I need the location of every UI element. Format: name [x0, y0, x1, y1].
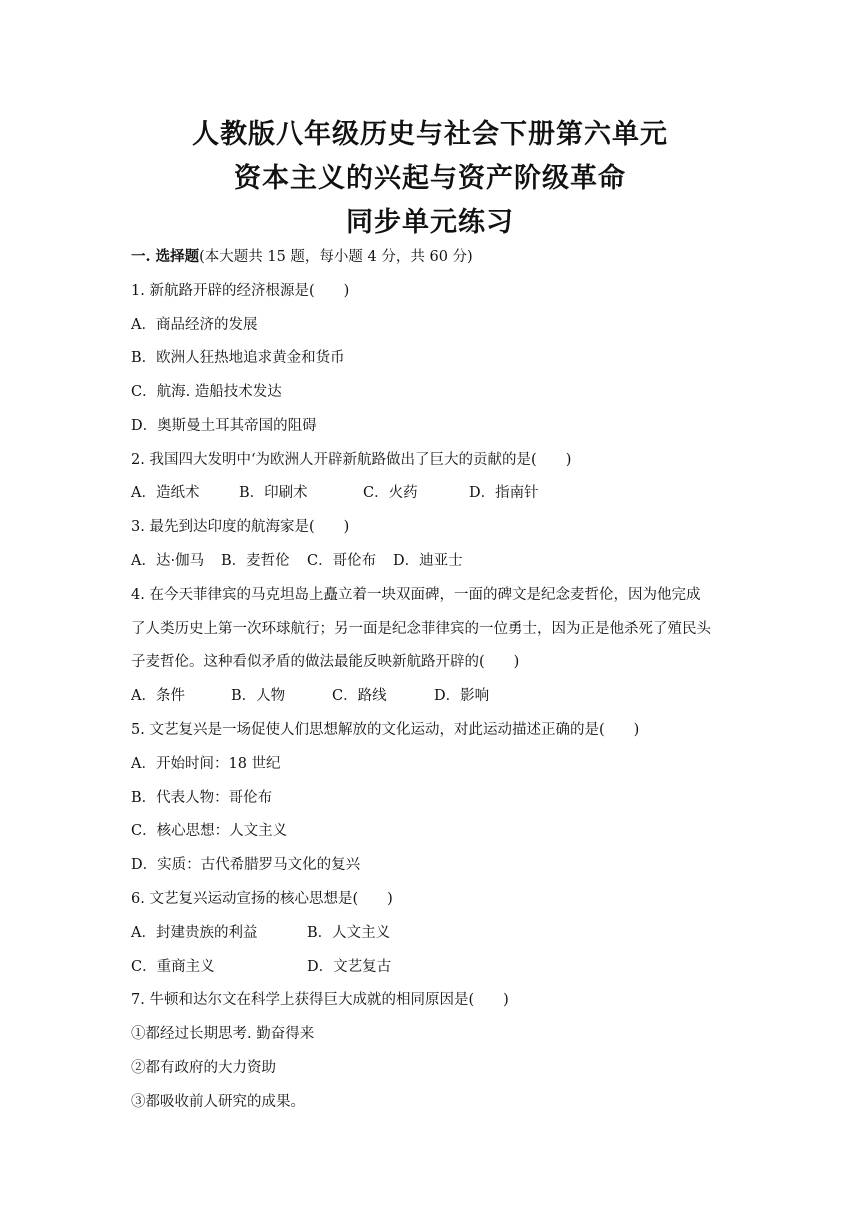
question-5-option-b: B．代表人物：哥伦布 [131, 790, 273, 806]
question-4-option-b: B．人物 [231, 688, 286, 704]
question-2-option-b: B．印刷术 [239, 485, 308, 501]
section-heading-note: (本大题共 15 题，每小题 4 分，共 60 分) [199, 249, 473, 265]
question-7-statement-2: ②都有政府的大力资助 [131, 1060, 276, 1076]
question-2-option-c: C．火药 [363, 485, 418, 501]
title-line-3: 同步单元练习 [346, 207, 514, 238]
question-1-option-d: D．奥斯曼土耳其帝国的阻碍 [131, 418, 317, 434]
question-4-option-c: C．路线 [332, 688, 387, 704]
question-1-option-b: B．欧洲人狂热地追求黄金和货币 [131, 350, 345, 366]
question-4-stem-line-1: 4. 在今天菲律宾的马克坦岛上矗立着一块双面碑，一面的碑文是纪念麦哲伦，因为他完成 [131, 587, 701, 603]
title-line-2: 资本主义的兴起与资产阶级革命 [234, 163, 626, 194]
question-2-option-d: D．指南针 [469, 485, 539, 501]
question-3-option-c: C．哥伦布 [307, 553, 377, 569]
question-6-option-d: D．文艺复古 [307, 959, 392, 975]
question-6-option-a: A．封建贵族的利益 [131, 925, 258, 941]
question-4-stem-line-2: 了人类历史上第一次环球航行；另一面是纪念菲律宾的一位勇士，因为正是他杀死了殖民头 [131, 621, 711, 637]
section-heading-label: 一. 选择题 [131, 248, 200, 265]
question-1-stem: 1. 新航路开辟的经济根源是( ) [131, 283, 350, 299]
question-4-option-a: A．条件 [131, 688, 185, 704]
question-2-stem: 2. 我国四大发明中‘为欧洲人开辟新航路做出了巨大的贡献的是( ) [131, 452, 572, 468]
question-5-option-a: A．开始时间：18 世纪 [131, 756, 281, 772]
question-5-option-d: D．实质：古代希腊罗马文化的复兴 [131, 857, 361, 873]
question-1-option-c: C．航海. 造船技术发达 [131, 384, 282, 400]
question-7-stem: 7. 牛顿和达尔文在科学上获得巨大成就的相同原因是( ) [131, 992, 509, 1008]
question-7-statement-3: ③都吸收前人研究的成果。 [131, 1094, 305, 1110]
question-3-option-b: B．麦哲伦 [221, 553, 290, 569]
question-7-statement-1: ①都经过长期思考. 勤奋得来 [131, 1026, 315, 1042]
question-5-stem: 5. 文艺复兴是一场促使人们思想解放的文化运动，对此运动描述正确的是( ) [131, 722, 640, 738]
question-3-option-a: A．达·伽马 [131, 553, 205, 569]
question-6-stem: 6. 文艺复兴运动宣扬的核心思想是( ) [131, 891, 393, 907]
question-2-option-a: A．造纸术 [131, 485, 200, 501]
question-4-option-d: D．影响 [434, 688, 490, 704]
question-3-option-d: D．迪亚士 [393, 553, 463, 569]
question-5-option-c: C．核心思想：人文主义 [131, 823, 288, 839]
question-1-option-a: A．商品经济的发展 [131, 317, 258, 333]
section-heading [131, 248, 473, 266]
question-3-stem: 3. 最先到达印度的航海家是( ) [131, 519, 350, 535]
title-line-1: 人教版八年级历史与社会下册第六单元 [192, 119, 668, 150]
question-4-stem-line-3: 子麦哲伦。这种看似矛盾的做法最能反映新航路开辟的( ) [131, 654, 520, 670]
question-6-option-c: C．重商主义 [131, 959, 215, 975]
question-6-option-b: B．人文主义 [307, 925, 391, 941]
